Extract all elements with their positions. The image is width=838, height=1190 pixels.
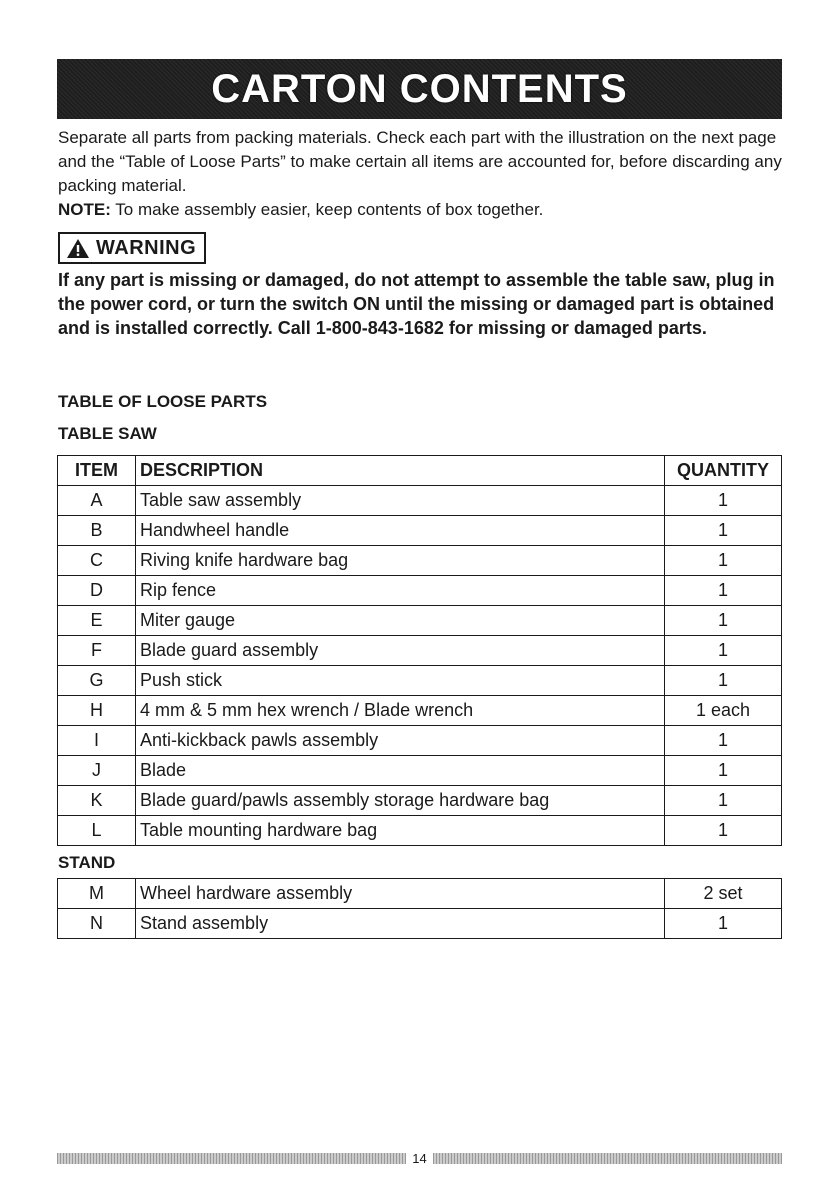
warning-text: If any part is missing or damaged, do not attempt to assemble the table saw, plug in the power cord, or turn the switch ON until the missing or damaged part is obtained and is installed correctly. Call 1-800-843-1682 for missing or damaged parts. xyxy=(58,270,775,338)
table-header-row xyxy=(58,456,782,486)
row-description: Blade xyxy=(136,756,665,786)
row-description: Riving knife hardware bag xyxy=(136,546,665,576)
footer-bar-right xyxy=(433,1153,782,1164)
row-item: M xyxy=(58,879,136,909)
warning-label: WARNING xyxy=(96,236,197,259)
row-quantity: 1 xyxy=(665,516,782,546)
table-row xyxy=(58,786,782,816)
row-item: D xyxy=(58,576,136,606)
row-quantity: 1 xyxy=(665,666,782,696)
row-quantity: 1 xyxy=(665,909,782,939)
row-description: Blade guard assembly xyxy=(136,636,665,666)
row-description: Stand assembly xyxy=(136,909,665,939)
row-item: E xyxy=(58,606,136,636)
stand-parts-table xyxy=(57,878,782,939)
row-item: L xyxy=(58,816,136,846)
intro-paragraph: Separate all parts from packing materials. Check each part with the illustration on the next page and the “Table of Loose Parts” to make certain all items are accounted for, before discarding any packing material. xyxy=(58,128,782,195)
row-quantity: 1 xyxy=(665,576,782,606)
row-description: Push stick xyxy=(136,666,665,696)
row-description: Wheel hardware assembly xyxy=(136,879,665,909)
row-description: Anti-kickback pawls assembly xyxy=(136,726,665,756)
row-quantity: 1 xyxy=(665,546,782,576)
warning-label-box xyxy=(58,232,206,264)
header-description: DESCRIPTION xyxy=(136,456,665,486)
row-item: J xyxy=(58,756,136,786)
row-item: H xyxy=(58,696,136,726)
row-item: F xyxy=(58,636,136,666)
row-quantity: 1 xyxy=(665,486,782,516)
row-item: C xyxy=(58,546,136,576)
table-saw-heading: TABLE SAW xyxy=(58,424,157,443)
row-description: Table saw assembly xyxy=(136,486,665,516)
row-description: Blade guard/pawls assembly storage hardware bag xyxy=(136,786,665,816)
table-row xyxy=(58,666,782,696)
row-quantity: 1 xyxy=(665,726,782,756)
row-description: Handwheel handle xyxy=(136,516,665,546)
title-banner xyxy=(57,59,782,119)
row-item: N xyxy=(58,909,136,939)
table-saw-parts-table xyxy=(57,455,782,846)
row-description: Rip fence xyxy=(136,576,665,606)
note-label: NOTE: xyxy=(58,200,111,219)
table-row xyxy=(58,879,782,909)
row-item: G xyxy=(58,666,136,696)
table-row xyxy=(58,576,782,606)
stand-heading: STAND xyxy=(58,853,116,872)
row-quantity: 1 each xyxy=(665,696,782,726)
row-item: B xyxy=(58,516,136,546)
row-item: K xyxy=(58,786,136,816)
table-row xyxy=(58,516,782,546)
table-row xyxy=(58,756,782,786)
header-quantity: QUANTITY xyxy=(665,456,782,486)
row-quantity: 1 xyxy=(665,606,782,636)
table-row xyxy=(58,486,782,516)
row-quantity: 1 xyxy=(665,636,782,666)
table-row xyxy=(58,909,782,939)
warning-triangle-icon xyxy=(66,238,90,259)
table-row xyxy=(58,546,782,576)
table-row xyxy=(58,816,782,846)
note-text: To make assembly easier, keep contents of box together. xyxy=(110,200,544,219)
table-row xyxy=(58,636,782,666)
page-title: CARTON CONTENTS xyxy=(211,66,628,111)
page-number: 14 xyxy=(412,1150,427,1166)
row-description: Miter gauge xyxy=(136,606,665,636)
table-row xyxy=(58,606,782,636)
loose-parts-heading: TABLE OF LOOSE PARTS xyxy=(58,392,268,411)
row-item: I xyxy=(58,726,136,756)
header-item: ITEM xyxy=(58,456,136,486)
table-row xyxy=(58,696,782,726)
row-description: Table mounting hardware bag xyxy=(136,816,665,846)
note-paragraph xyxy=(58,198,783,222)
row-quantity: 1 xyxy=(665,756,782,786)
footer-bar-left xyxy=(57,1153,406,1164)
table-row xyxy=(58,726,782,756)
row-item: A xyxy=(58,486,136,516)
row-description: 4 mm & 5 mm hex wrench / Blade wrench xyxy=(136,696,665,726)
page-footer xyxy=(57,1148,782,1168)
row-quantity: 1 xyxy=(665,816,782,846)
row-quantity: 2 set xyxy=(665,879,782,909)
row-quantity: 1 xyxy=(665,786,782,816)
